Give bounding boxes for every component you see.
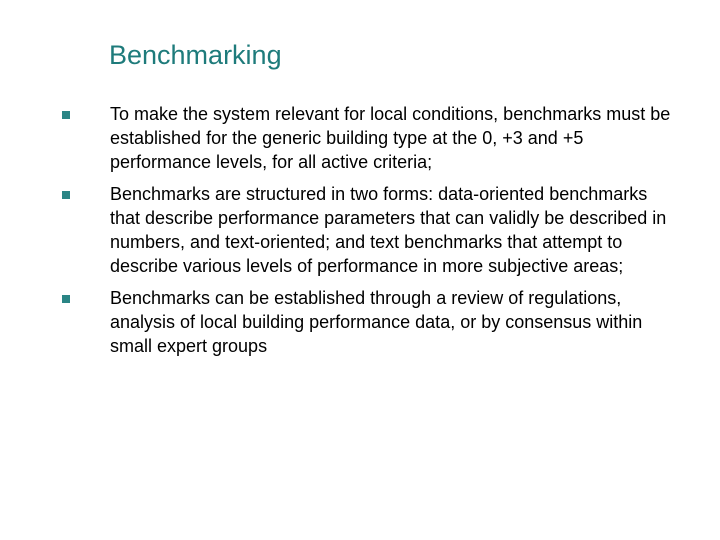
bullet-item (62, 286, 682, 358)
square-bullet-icon (62, 191, 70, 199)
slide-title: Benchmarking (109, 40, 282, 70)
square-bullet-icon (62, 295, 70, 303)
bullet-text: To make the system relevant for local conditions, benchmarks must be established for the generic building type at the 0, +3 and +5 performance levels, for all active criteria; (110, 104, 671, 172)
square-bullet-icon (62, 111, 70, 119)
bullet-item (62, 102, 682, 174)
bullet-item (62, 182, 682, 278)
bullet-list (62, 102, 682, 366)
bullet-text: Benchmarks are structured in two forms: data-oriented benchmarks that describe performance parameters that can validly be described in numbers, and text-oriented; and text benchmarks that attempt to describe various levels of performance in more subjective areas; (110, 184, 667, 276)
bullet-text: Benchmarks can be established through a review of regulations, analysis of local building performance data, or by consensus within small expert groups (110, 288, 643, 356)
